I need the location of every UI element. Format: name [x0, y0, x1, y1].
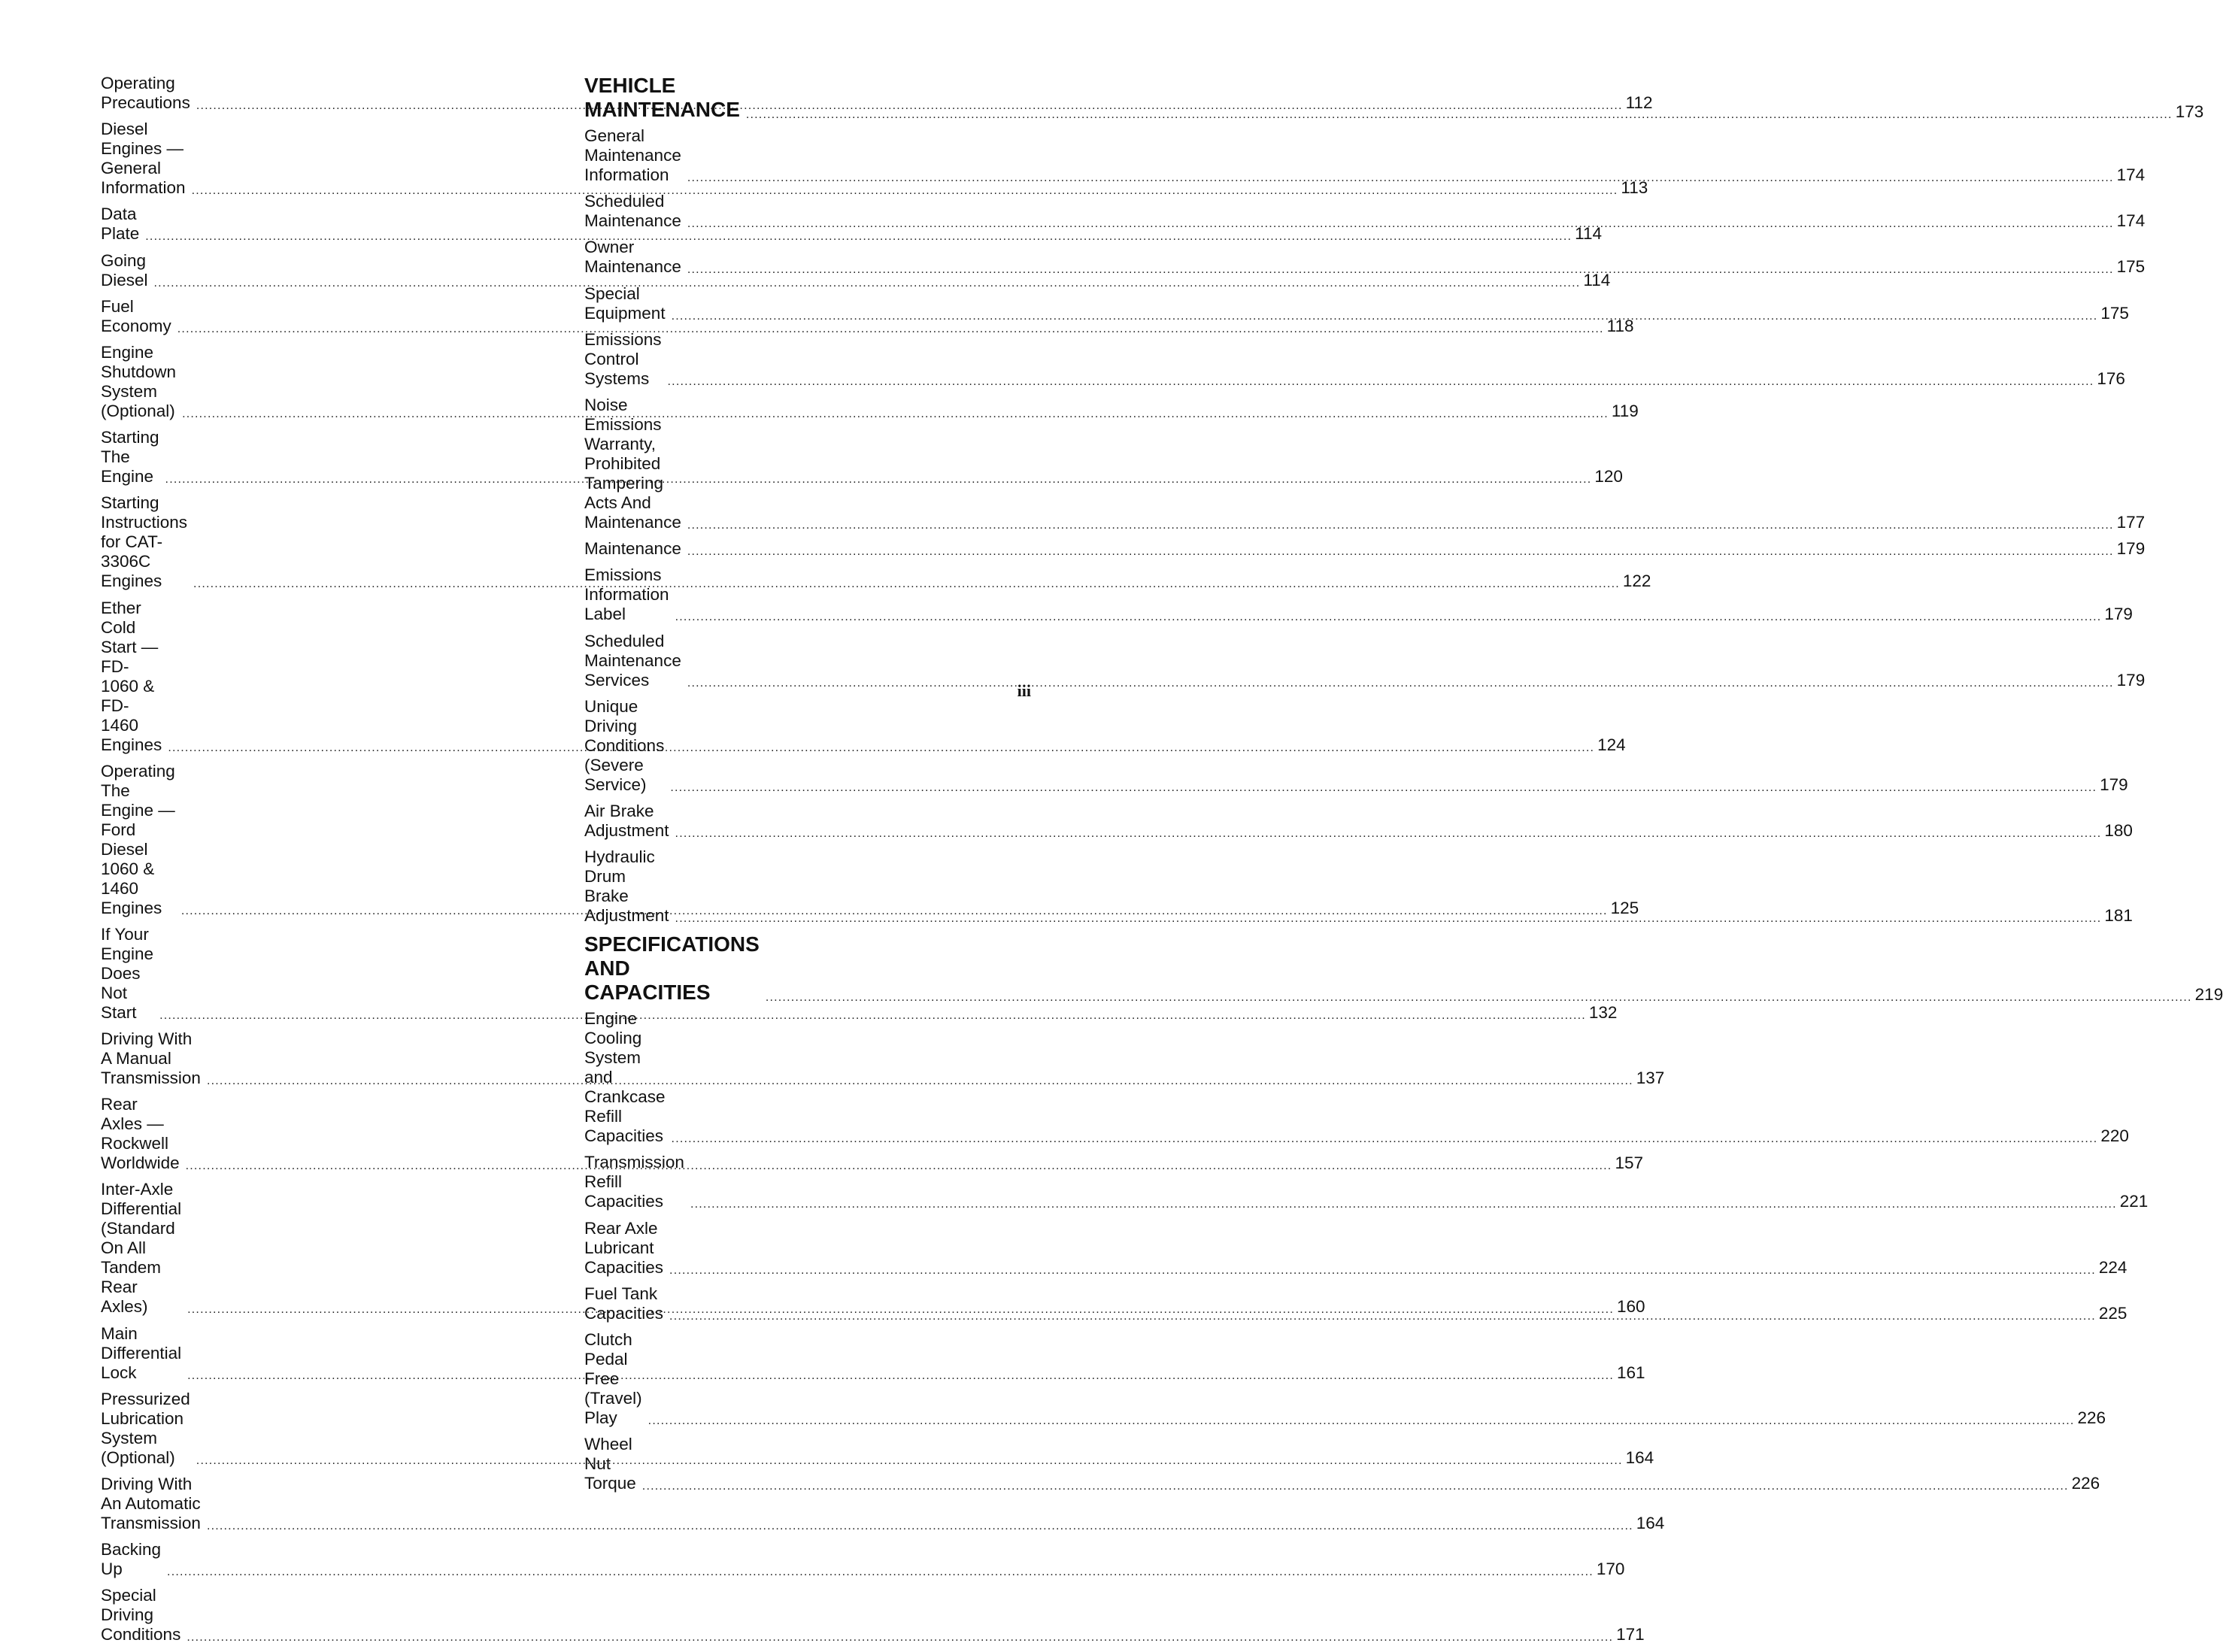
toc-entry-title: Emissions Information Label — [584, 565, 669, 624]
toc-entry-page: 161 — [1616, 1363, 1645, 1382]
toc-entry-page: 179 — [2104, 605, 2133, 624]
toc-entry-page: 175 — [2100, 303, 2129, 323]
toc-entry-page: 120 — [1594, 467, 1623, 487]
toc-entry-title: Driving With A Manual Transmission — [101, 1029, 201, 1088]
toc-entry-title: Clutch Pedal Free (Travel) Play — [584, 1330, 642, 1427]
toc-entry — [584, 539, 2146, 559]
toc-entry-page: 174 — [2116, 211, 2146, 231]
toc-entry-page: 171 — [1616, 1625, 1645, 1644]
toc-entry-title: Pressurized Lubrication System (Optional) — [101, 1389, 190, 1467]
toc-entry-title: Inter-Axle Differential (Standard On All Tandem Rear Axles) — [101, 1180, 182, 1317]
dot-leader — [672, 1132, 2098, 1146]
toc-entry-title: Special Driving Conditions — [101, 1586, 181, 1644]
toc-entry-page: 132 — [1588, 1002, 1618, 1022]
toc-entry-title: Engine Cooling System and Crankcase Refill Capacities — [584, 1009, 666, 1146]
toc-entry — [584, 126, 2146, 185]
toc-entry — [584, 192, 2146, 231]
dot-leader — [687, 519, 2114, 532]
toc-entry — [101, 1029, 1665, 1088]
toc-entry-page: 173 — [2175, 102, 2204, 121]
toc-entry-page: 176 — [2097, 368, 2125, 388]
dot-leader — [648, 1414, 2075, 1428]
toc-entry — [101, 428, 1623, 487]
dot-leader — [687, 677, 2114, 690]
toc-entry-page: 157 — [1615, 1153, 1643, 1173]
toc-entry-page: 225 — [2098, 1303, 2127, 1323]
toc-entry-title: Ether Cold Start — FD-1060 & FD-1460 Engines — [101, 598, 162, 754]
toc-entry-title: Fuel Tank Capacities — [584, 1284, 664, 1323]
dot-leader — [687, 545, 2114, 559]
toc-entry-title: Starting The Engine — [101, 428, 159, 487]
toc-section-heading — [584, 932, 2223, 1005]
toc-entry-title: VEHICLE MAINTENANCE — [584, 74, 740, 121]
toc-entry — [101, 1586, 1645, 1644]
toc-entry-title: Starting Instructions for CAT-3306C Engines — [101, 493, 188, 591]
toc-entry-page: 219 — [2194, 985, 2223, 1005]
toc-entry-title: Going Diesel — [101, 250, 148, 289]
toc-entry-title: Air Brake Adjustment — [584, 801, 669, 840]
toc-entry-page: 224 — [2098, 1257, 2127, 1277]
toc-entry — [584, 238, 2146, 277]
toc-entry-title: Diesel Engines — General Information — [101, 120, 186, 198]
toc-entry-title: Backing Up — [101, 1540, 162, 1579]
dot-leader — [670, 781, 2097, 795]
toc-entry-page: 179 — [2116, 539, 2146, 559]
toc-entry-title: Rear Axle Lubricant Capacities — [584, 1218, 664, 1277]
dot-leader — [207, 1520, 1633, 1533]
toc-entry-page: 119 — [1611, 401, 1639, 420]
toc-entry-title: Driving With An Automatic Transmission — [101, 1475, 201, 1532]
toc-entry-page: 170 — [1596, 1560, 1625, 1579]
toc-entry-page: 118 — [1606, 316, 1634, 335]
toc-entry-title: Operating Precautions — [101, 74, 190, 112]
toc-entry — [101, 1095, 1643, 1173]
toc-entry — [101, 1540, 1625, 1579]
toc-entry-page: 174 — [2116, 165, 2146, 184]
dot-leader — [675, 912, 2102, 926]
toc-entry-page: 220 — [2100, 1126, 2129, 1146]
toc-entry-page: 114 — [1575, 224, 1602, 244]
dot-leader — [167, 1566, 1594, 1579]
dot-leader — [675, 611, 2102, 624]
toc-entry-title: Transmission Refill Capacities — [584, 1153, 684, 1211]
toc-entry-title: Noise Emissions Warranty, Prohibited Tampering Acts And Maintenance — [584, 395, 681, 532]
toc-entry-page: 179 — [2100, 774, 2128, 794]
toc-entry-page: 180 — [2104, 820, 2133, 840]
dot-leader — [690, 1198, 2117, 1211]
toc-entry-page: 122 — [1622, 571, 1651, 591]
toc-entry-page: 160 — [1616, 1297, 1645, 1317]
toc-entry-title: Rear Axles — Rockwell Worldwide — [101, 1095, 180, 1173]
toc-entry-title: Unique Driving Conditions (Severe Service) — [584, 696, 665, 794]
toc-entry — [584, 283, 2129, 323]
toc-entry-page: 221 — [2119, 1192, 2149, 1211]
toc-entry-title: Main Differential Lock — [101, 1323, 182, 1382]
dot-leader — [672, 310, 2098, 323]
toc-entry-title: SPECIFICATIONS AND CAPACITIES — [584, 932, 760, 1005]
toc-entry-title: Emissions Control Systems — [584, 329, 662, 388]
toc-entry — [584, 1218, 2127, 1278]
toc-entry-title: Hydraulic Drum Brake Adjustment — [584, 847, 669, 926]
toc-entry-title: Owner Maintenance — [584, 238, 681, 277]
toc-entry-page: 177 — [2116, 512, 2146, 532]
toc-entry-page: 226 — [2071, 1474, 2100, 1493]
dot-leader — [687, 171, 2114, 185]
toc-entry-title: Fuel Economy — [101, 296, 171, 335]
toc-entry-title: Data Plate — [101, 205, 140, 244]
dot-leader — [187, 1631, 1613, 1644]
toc-entry-title: Engine Shutdown System (Optional) — [101, 342, 177, 420]
toc-entry-title: Scheduled Maintenance — [584, 192, 681, 231]
toc-entry-title: General Maintenance Information — [584, 126, 681, 184]
dot-leader — [687, 217, 2114, 231]
dot-leader — [746, 108, 2173, 122]
toc-entry — [584, 329, 2125, 389]
toc-entry-page: 137 — [1636, 1068, 1665, 1088]
toc-entry — [101, 1475, 1665, 1533]
toc-entry-page: 114 — [1583, 270, 1611, 289]
toc-entry-page: 124 — [1597, 735, 1626, 754]
toc-entry-title: Wheel Nut Torque — [584, 1435, 636, 1493]
toc-entry-title: If Your Engine Does Not Start — [101, 924, 154, 1022]
toc-entry-title: Scheduled Maintenance Services — [584, 631, 681, 690]
toc-entry-title: Operating The Engine — Ford Diesel 1060 & 1460 Engines — [101, 761, 175, 917]
toc-entry-page: 164 — [1636, 1514, 1665, 1532]
toc-entry-page: 113 — [1621, 178, 1648, 198]
dot-leader — [669, 1264, 2096, 1278]
toc-entry-page: 164 — [1625, 1447, 1654, 1467]
dot-leader — [669, 1310, 2096, 1323]
toc-entry-page: 181 — [2104, 906, 2133, 926]
toc-entry-page: 175 — [2116, 257, 2146, 277]
toc-entry-title: Special Equipment — [584, 283, 666, 323]
toc-entry — [584, 801, 2133, 841]
page-number: iii — [1017, 681, 1031, 700]
toc-entry — [584, 631, 2146, 690]
dot-leader — [675, 827, 2102, 841]
toc-entry-title: Maintenance — [584, 539, 681, 559]
toc-entry-page: 179 — [2116, 670, 2146, 690]
dot-leader — [668, 375, 2094, 389]
dot-leader — [687, 263, 2114, 277]
dot-leader — [766, 991, 2192, 1005]
dot-leader — [642, 1480, 2069, 1493]
toc-entry-page: 226 — [2077, 1408, 2106, 1427]
toc-entry-page: 125 — [1610, 898, 1639, 917]
toc-entry-page: 112 — [1625, 93, 1653, 112]
